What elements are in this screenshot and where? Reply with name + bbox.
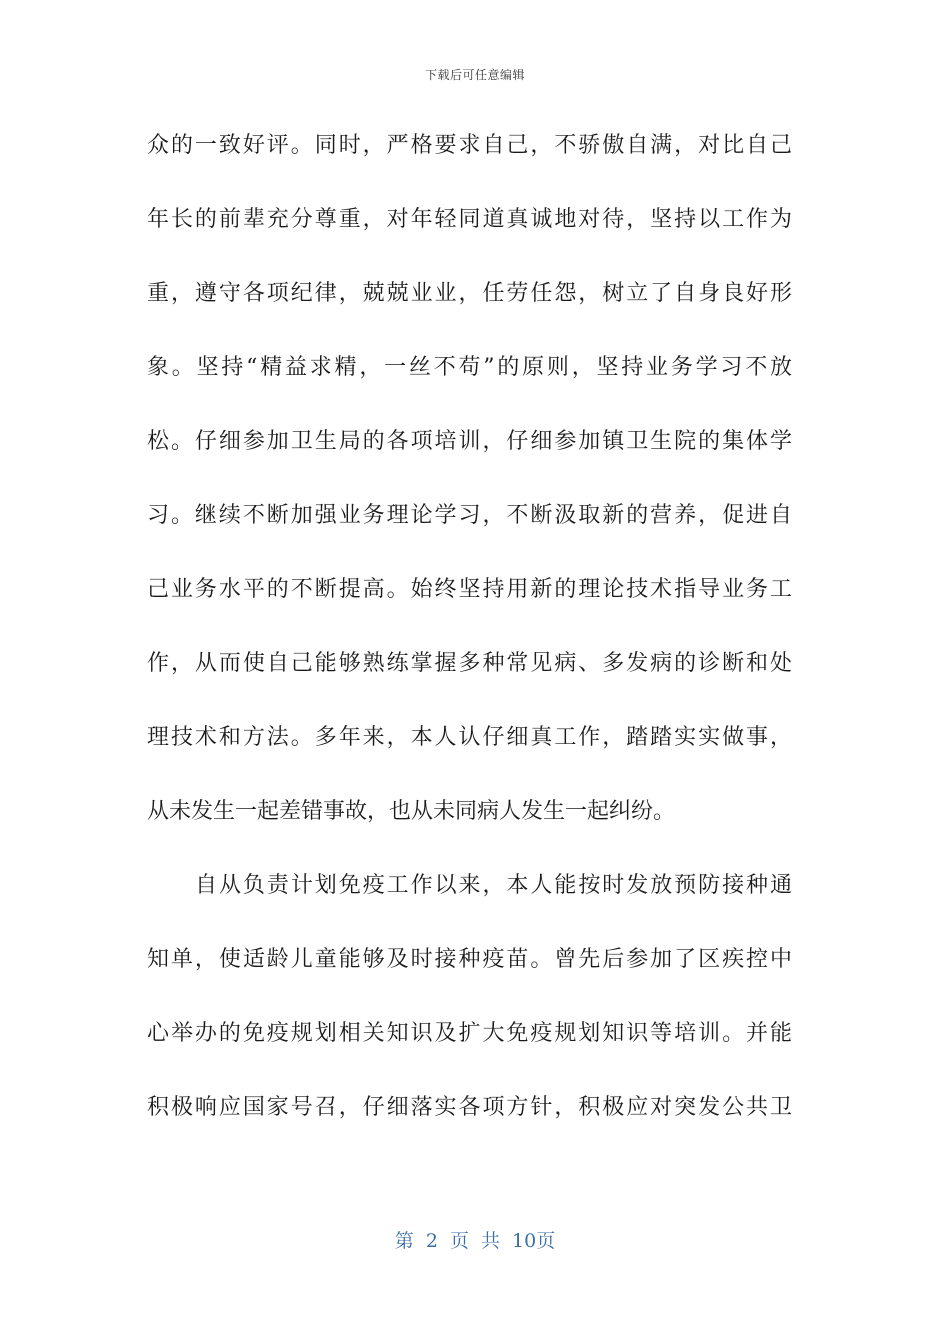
text-line: 众的一致好评。同时，严格要求自己，不骄傲自满，对比自己	[147, 133, 792, 158]
text-line: 象。坚持“精益求精，一丝不苟”的原则，坚持业务学习不放	[147, 355, 792, 380]
text-line: 从未发生一起差错事故，也从未同病人发生一起纠纷。	[147, 799, 676, 824]
text-line: 自从负责计划免疫工作以来，本人能按时发放预防接种通	[195, 873, 792, 898]
text-line: 习。继续不断加强业务理论学习，不断汲取新的营养，促进自	[147, 503, 792, 528]
text-line: 心举办的免疫规划相关知识及扩大免疫规划知识等培训。并能	[147, 1021, 792, 1046]
text-line: 知单，使适龄儿童能够及时接种疫苗。曾先后参加了区疾控中	[147, 947, 792, 972]
page-number-footer: 第 2 页 共 10页	[394, 1230, 556, 1252]
text-line: 重，遵守各项纪律，兢兢业业，任劳任怨，树立了自身良好形	[147, 281, 792, 306]
text-line: 松。仔细参加卫生局的各项培训，仔细参加镇卫生院的集体学	[147, 429, 792, 454]
page-header: 下载后可任意编辑	[424, 68, 525, 82]
text-line: 积极响应国家号召，仔细落实各项方针，积极应对突发公共卫	[147, 1095, 792, 1120]
text-line: 作，从而使自己能够熟练掌握多种常见病、多发病的诊断和处	[147, 651, 792, 676]
text-line: 理技术和方法。多年来，本人认仔细真工作，踏踏实实做事，	[147, 725, 792, 750]
text-line: 己业务水平的不断提高。始终坚持用新的理论技术指导业务工	[147, 577, 792, 602]
text-line: 年长的前辈充分尊重，对年轻同道真诚地对待，坚持以工作为	[147, 207, 792, 232]
